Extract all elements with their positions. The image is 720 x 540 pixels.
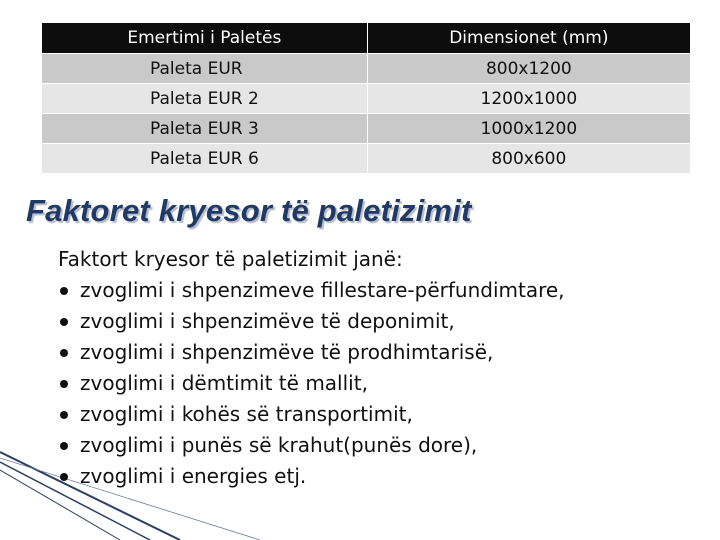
list-item: zvoglimi i punës së krahut(punës dore),: [58, 430, 565, 461]
intro-text: Faktort kryesor të paletizimit janë:: [58, 247, 403, 271]
content-body: [58, 244, 565, 492]
list-item: zvoglimi i shpenzimëve të deponimit,: [58, 306, 565, 337]
list-item: zvoglimi i shpenzimeve fillestare-përfundimtare,: [58, 275, 565, 306]
pallet-dimension-cell: 800x1200: [367, 54, 690, 84]
pallet-name-cell: Paleta EUR 2: [42, 84, 368, 114]
table-row: [42, 114, 691, 144]
pallet-name-cell: Paleta EUR 6: [42, 144, 368, 174]
list-item: zvoglimi i energies etj.: [58, 461, 565, 492]
slide-title: Faktoret kryesor të paletizimit: [26, 193, 472, 228]
list-item: zvoglimi i kohës së transportimit,: [58, 399, 565, 430]
pallet-name-cell: Paleta EUR 3: [42, 114, 368, 144]
pallet-dimension-cell: 1200x1000: [367, 84, 690, 114]
list-item: zvoglimi i shpenzimëve të prodhimtarisë,: [58, 337, 565, 368]
table-row: [42, 144, 691, 174]
pallet-dimensions-table: [41, 22, 691, 174]
list-item: zvoglimi i dëmtimit të mallit,: [58, 368, 565, 399]
factor-list: [58, 275, 565, 492]
table-row: [42, 84, 691, 114]
table-header-row: [42, 23, 691, 54]
pallet-name-cell: Paleta EUR: [42, 54, 368, 84]
pallet-dimension-cell: 1000x1200: [367, 114, 690, 144]
column-header-name: Emertimi i Paletēs: [42, 23, 368, 54]
table-row: [42, 54, 691, 84]
column-header-dimensions: Dimensionet (mm): [367, 23, 690, 54]
pallet-dimension-cell: 800x600: [367, 144, 690, 174]
